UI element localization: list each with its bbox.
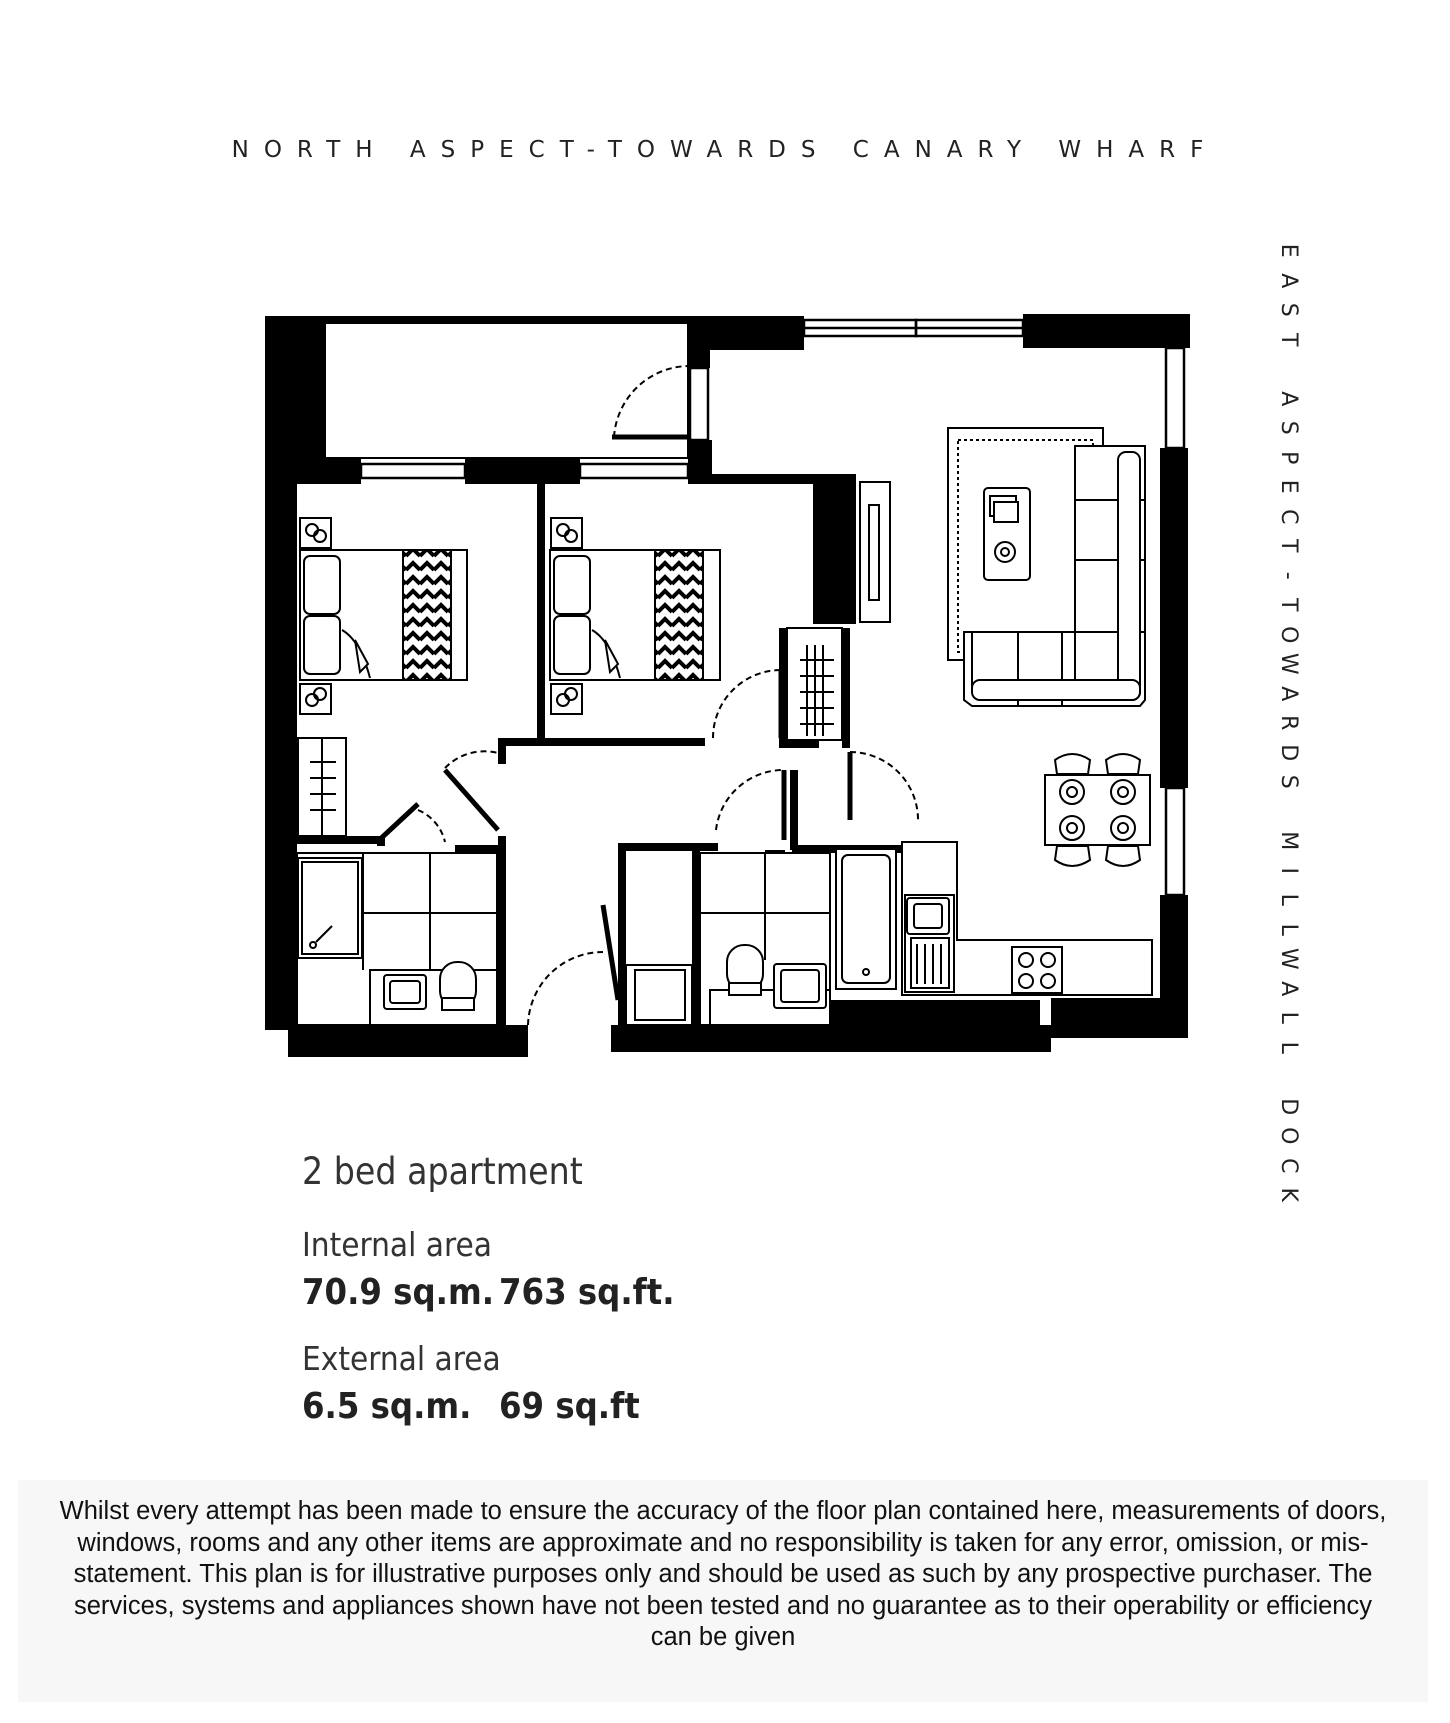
wall-core-top — [618, 843, 718, 851]
apartment-type: 2 bed apartment — [302, 1150, 583, 1193]
bed-1 — [298, 518, 467, 836]
wall-bath1-east — [498, 836, 506, 1026]
window-east-lower — [1166, 788, 1184, 895]
wall-bed-north-1 — [297, 458, 361, 484]
internal-area-label: Internal area — [302, 1225, 492, 1264]
door-entrance-swing — [528, 952, 603, 1025]
door-balcony-swing — [614, 366, 688, 437]
external-area-sqft: 69 sq.ft — [499, 1386, 640, 1427]
window-bed2 — [580, 464, 688, 478]
utility-cupboard — [626, 965, 692, 1025]
wall-core-divider — [692, 845, 700, 1033]
wall-bed2-south — [498, 738, 705, 746]
wall-bath1-top — [455, 845, 503, 853]
north-aspect-label: NORTH ASPECT-TOWARDS CANARY WHARF — [231, 137, 1219, 163]
external-area-label: External area — [302, 1339, 501, 1378]
internal-area-sqft: 763 sq.ft. — [499, 1272, 675, 1313]
window-bed1 — [361, 464, 465, 478]
wall-pier-north — [688, 316, 804, 350]
hall-cupboard — [787, 628, 842, 740]
wall-south-east — [1051, 998, 1188, 1038]
wall-bath2-top-stub — [790, 770, 798, 850]
door-living-swing — [850, 752, 918, 822]
wall-east-upper — [1160, 448, 1188, 788]
door-bath2-swing — [716, 770, 784, 830]
door-bath1-swing — [418, 810, 445, 842]
wall-south-left — [288, 1025, 528, 1057]
bed-2 — [550, 518, 720, 714]
internal-area-sqm: 70.9 sq.m. — [302, 1272, 495, 1313]
door-bed2-swing — [713, 670, 781, 738]
wall-north-right — [1023, 314, 1190, 348]
east-aspect-label: E A S T A S P E C T - T O W A R D S M I L L W A L L D O C K — [1275, 243, 1301, 1202]
bathroom-1 — [297, 853, 497, 1025]
wall-bed-divider — [537, 484, 545, 740]
wall-bed-north-2 — [465, 458, 580, 484]
external-area-sqm: 6.5 sq.m. — [302, 1386, 472, 1427]
wall-cupboard-s — [779, 740, 819, 748]
wall-pillar — [813, 476, 856, 624]
wall-bed2-south-drop — [498, 738, 506, 764]
wall-living-divider — [688, 440, 712, 476]
hob — [1012, 947, 1062, 993]
wall-kitchen-bottom — [830, 1000, 1040, 1030]
wall-west-thick — [265, 318, 325, 458]
bathroom-2 — [700, 849, 896, 1025]
window-east-upper — [1166, 348, 1184, 448]
wall-bed1-south — [297, 836, 377, 844]
wall-pier-north-stub — [688, 350, 710, 368]
balcony-door-frame — [690, 368, 708, 440]
door-bed1-swing — [445, 751, 498, 768]
wall-core-left — [618, 843, 626, 1033]
wall-balcony-top — [265, 316, 690, 323]
living-area — [948, 428, 1150, 866]
disclaimer-text: Whilst every attempt has been made to ensure the accuracy of the floor plan contained here, measurements of doors, windows, rooms and any other items are approximate and no responsibility is taken for any error, omission, or mis-statement. This plan is for illustrative purposes only and should be used as such by any prospective purchaser. The services, systems and appliances shown have not been tested and no guarantee as to their operability or efficiency can be given — [18, 1480, 1428, 1702]
wall-cupboard-e — [842, 628, 850, 748]
